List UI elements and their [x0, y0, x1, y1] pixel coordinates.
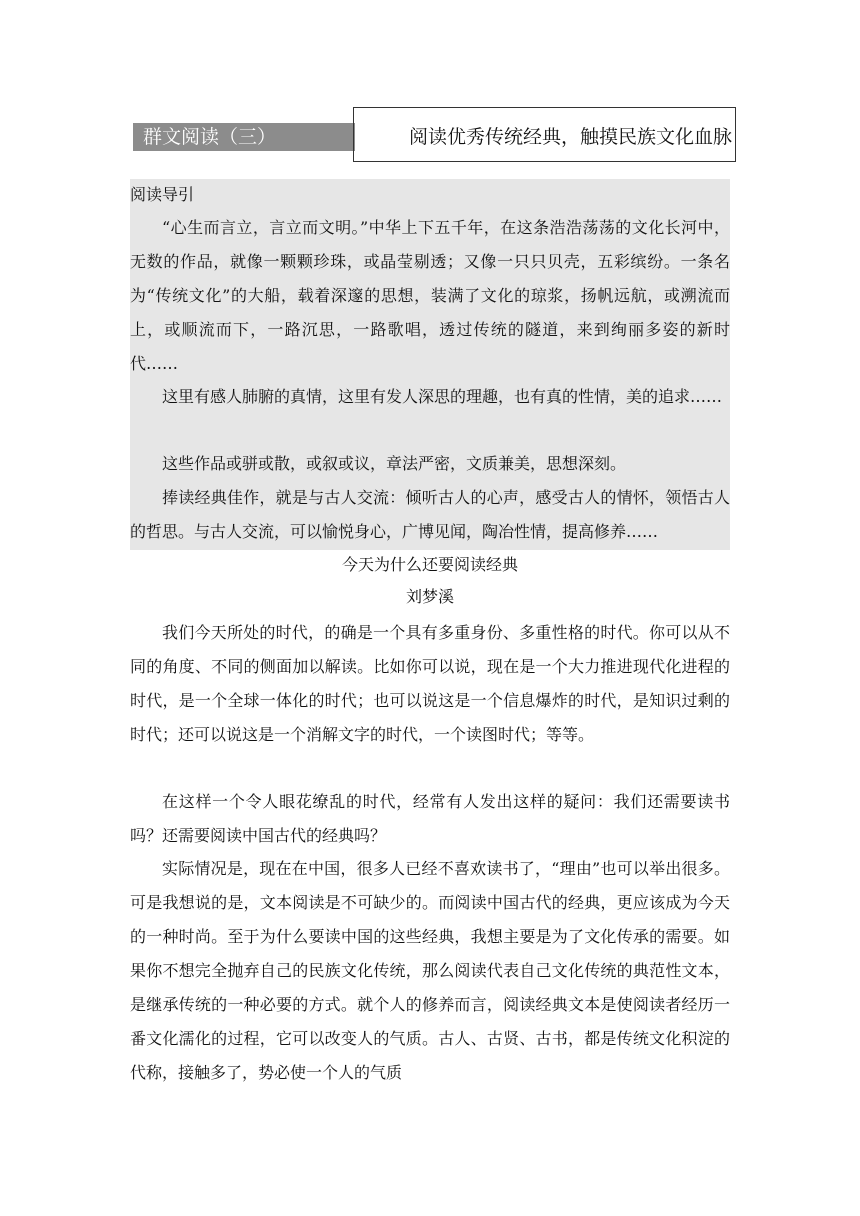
guide-title: 阅读导引 — [130, 185, 195, 204]
guide-paragraph: 捧读经典佳作，就是与古人交流：倾听古人的心声，感受古人的情怀，领悟古人的哲思。与古人交流，可以愉悦身心，广博见闻，陶冶性情，提高修养…… — [130, 488, 730, 541]
article-paragraph: 在这样一个令人眼花缭乱的时代，经常有人发出这样的疑问：我们还需要读书吗？还需要阅读中国古代的经典吗？ — [130, 792, 730, 845]
guide-paragraph: “心生而言立，言立而文明。”中华上下五千年，在这条浩浩荡荡的文化长河中，无数的作品，就像一颗颗珍珠，或晶莹剔透；又像一只只贝壳，五彩缤纷。一条名为“传统文化”的大船，载着深邃的思想，装满了文化的琼浆，扬帆远航，或溯流而上，或顺流而下，一路沉思，一路歌唱，透过传统的隧道，来到绚丽多姿的新时代…… — [130, 218, 730, 373]
article-paragraph: 我们今天所处的时代，的确是一个具有多重身份、多重性格的时代。你可以从不同的角度、不同的侧面加以解读。比如你可以说，现在是一个大力推进现代化进程的时代，是一个全球一体化的时代；也可以说这是一个信息爆炸的时代，是知识过剩的时代；还可以说这是一个消解文字的时代，一个读图时代；等等。 — [130, 623, 730, 744]
section-banner — [133, 107, 738, 153]
banner-subtitle: 阅读优秀传统经典，触摸民族文化血脉 — [409, 126, 733, 148]
article-paragraph: 实际情况是，现在在中国，很多人已经不喜欢读书了，“理由”也可以举出很多。可是我想说的是，文本阅读是不可缺少的。而阅读中国古代的经典，更应该成为今天的一种时尚。至于为什么要读中国的这些经典，我想主要是为了文化传承的需要。如果你不想完全抛弃自己的民族文化传统，那么阅读代表自己文化传统的典范性文本，是继承传统的一种必要的方式。就个人的修养而言，阅读经典文本是使阅读者经历一番文化濡化的过程，它可以改变人的气质。古人、古贤、古书，都是传统文化积淀的代称，接触多了，势必使一个人的气质 — [130, 859, 730, 1082]
article-author: 刘梦溪 — [405, 587, 454, 606]
guide-paragraph: 这里有感人肺腑的真情，这里有发人深思的理趣，也有真的性情，美的追求…… — [162, 387, 723, 406]
reading-guide-box — [130, 179, 730, 550]
article-title: 今天为什么还要阅读经典 — [341, 555, 518, 574]
guide-paragraph: 这些作品或骈或散，或叙或议，章法严密，文质兼美，思想深刻。 — [162, 454, 627, 473]
banner-title: 群文阅读（三） — [143, 126, 277, 148]
